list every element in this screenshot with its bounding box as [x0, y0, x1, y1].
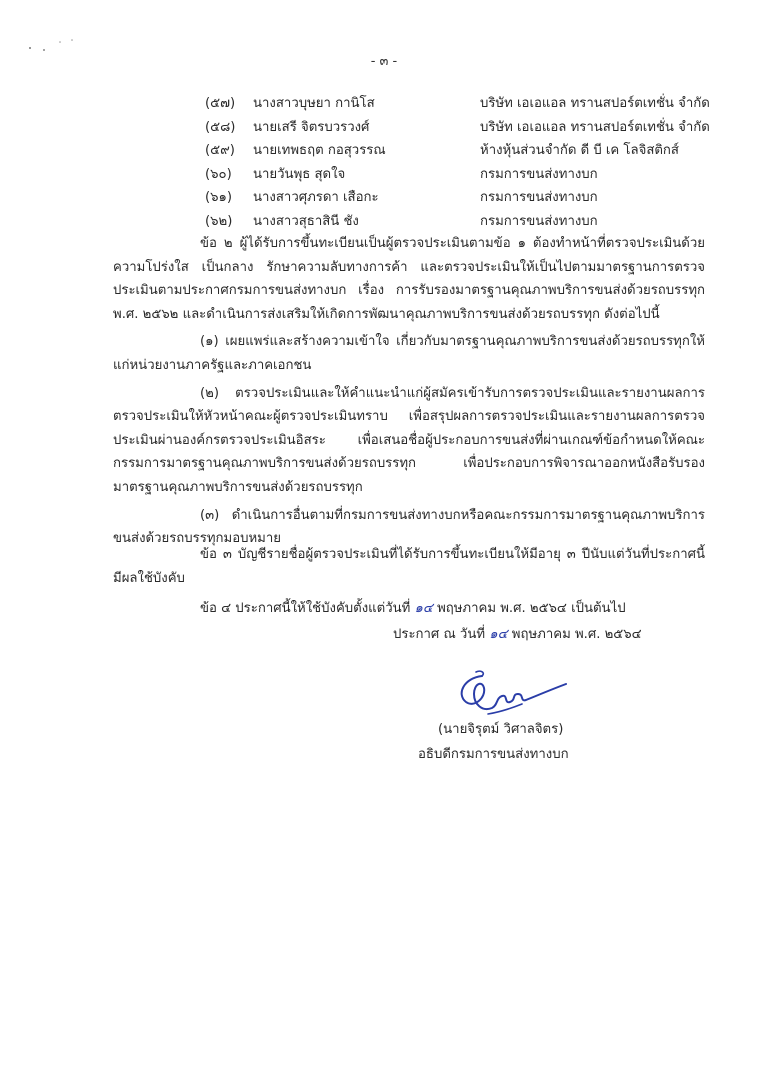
- list-item-number: (๕๙): [205, 143, 235, 158]
- list-item-number: (๕๗): [205, 96, 236, 111]
- announcement-prefix: ประกาศ ณ วันที่: [393, 627, 490, 642]
- list-item-organization: กรมการขนส่งทางบก: [480, 213, 598, 229]
- clause-2-item-1: (๑) เผยแพร่และสร้างความเข้าใจ เกี่ยวกับมาตรฐานคุณภาพบริการขนส่งด้วยรถบรรทุกให้แก่หน่วยงานภาครัฐและภาคเอกชน: [113, 334, 705, 373]
- announcement-suffix: พฤษภาคม พ.ศ. ๒๕๖๔: [507, 627, 642, 642]
- clause-3: [113, 543, 705, 594]
- list-item-name: นายวันพุธ สุดใจ: [253, 166, 346, 182]
- signatory-name: (นายจิรุตม์ วิศาลจิตร): [438, 722, 564, 737]
- clause-4-prefix: ข้อ ๔ ประกาศนี้ให้ใช้บังคับตั้งแต่วันที่: [200, 601, 415, 616]
- announcement-date: [393, 623, 642, 644]
- list-item-name: นางสาวศุภรดา เสือกะ: [253, 190, 379, 205]
- list-item-name: นายเสรี จิตรบวรวงศ์: [253, 119, 370, 135]
- list-item-organization: กรมการขนส่งทางบก: [480, 190, 598, 205]
- list-item-organization: บริษัท เอเอแอล ทรานสปอร์ตเทชั่น จำกัด: [480, 119, 710, 135]
- list-item-number: (๖๐): [205, 166, 232, 182]
- assessor-list: [205, 92, 725, 233]
- list-item-organization: กรมการขนส่งทางบก: [480, 166, 598, 182]
- clause-3-text: ข้อ ๓ บัญชีรายชื่อผู้ตรวจประเมินที่ได้รับการขึ้นทะเบียนให้มีอายุ ๓ ปีนับแต่วันที่ประกาศนี้มีผลใช้บังคับ: [113, 547, 705, 586]
- list-item: [205, 210, 725, 234]
- list-item-number: (๖๒): [205, 213, 233, 229]
- announcement-day: ๑๔: [489, 627, 508, 642]
- page-number: - ๓ -: [370, 54, 398, 69]
- clause-2-intro: ข้อ ๒ ผู้ได้รับการขึ้นทะเบียนเป็นผู้ตรวจประเมินตามข้อ ๑ ต้องทำหน้าที่ตรวจประเมินด้วยความโปร่งใส เป็นกลาง รักษาความลับทางการค้า และตรวจประเมินให้เป็นไปตามมาตรฐานการตรวจประเมินตามประกาศกรมการขนส่งทางบก เรื่อง การรับรองมาตรฐานคุณภาพบริการขนส่งด้วยรถบรรทุก พ.ศ. ๒๕๖๒ และดำเนินการส่งเสริมให้เกิดการพัฒนาคุณภาพบริการขนส่งด้วยรถบรรทุก ดังต่อไปนี้: [113, 236, 705, 322]
- list-item-name: นางสาวบุษยา กานิโส: [253, 96, 375, 111]
- list-item-number: (๕๘): [205, 119, 236, 135]
- clause-2-item-2: (๒) ตรวจประเมินและให้คำแนะนำแก่ผู้สมัครเข้ารับการตรวจประเมินและรายงานผลการตรวจประเมินให้หัวหน้าคณะผู้ตรวจประเมินทราบ เพื่อสรุปผลการตรวจประเมินและรายงานผลการตรวจประเมินผ่านองค์กรตรวจประเมินอิสระ เพื่อเสนอชื่อผู้ประกอบการขนส่งที่ผ่านเกณฑ์ข้อกำหนดให้คณะกรรมการมาตรฐานคุณภาพบริการขนส่งด้วยรถบรรทุก เพื่อประกอบการพิจารณาออกหนังสือรับรองมาตรฐานคุณภาพบริการขนส่งด้วยรถบรรทุก: [113, 385, 705, 495]
- list-item-name: นางสาวสุธาสินี ชัง: [253, 213, 359, 229]
- clause-2: [113, 232, 705, 555]
- list-item: [205, 92, 725, 116]
- list-item: [205, 186, 725, 210]
- list-item-number: (๖๑): [205, 190, 233, 205]
- list-item-name: นายเทพธฤต กอสุวรรณ: [253, 143, 386, 158]
- clause-4: [200, 597, 626, 618]
- clause-4-suffix: พฤษภาคม พ.ศ. ๒๕๖๔ เป็นต้นไป: [432, 601, 626, 616]
- signature: [452, 668, 572, 720]
- clause-2-item-3: (๓) ดำเนินการอื่นตามที่กรมการขนส่งทางบกหรือคณะกรรมการมาตรฐานคุณภาพบริการขนส่งด้วยรถบรรทุกมอบหมาย: [113, 507, 705, 547]
- clause-4-day: ๑๔: [414, 601, 433, 616]
- list-item-organization: ห้างหุ้นส่วนจำกัด ดี บี เค โลจิสติกส์: [480, 143, 679, 158]
- list-item: [205, 116, 725, 140]
- signatory-title: อธิบดีกรมการขนส่งทางบก: [418, 747, 569, 762]
- list-item: [205, 139, 725, 163]
- list-item-organization: บริษัท เอเอแอล ทรานสปอร์ตเทชั่น จำกัด: [480, 96, 710, 111]
- list-item: [205, 163, 725, 187]
